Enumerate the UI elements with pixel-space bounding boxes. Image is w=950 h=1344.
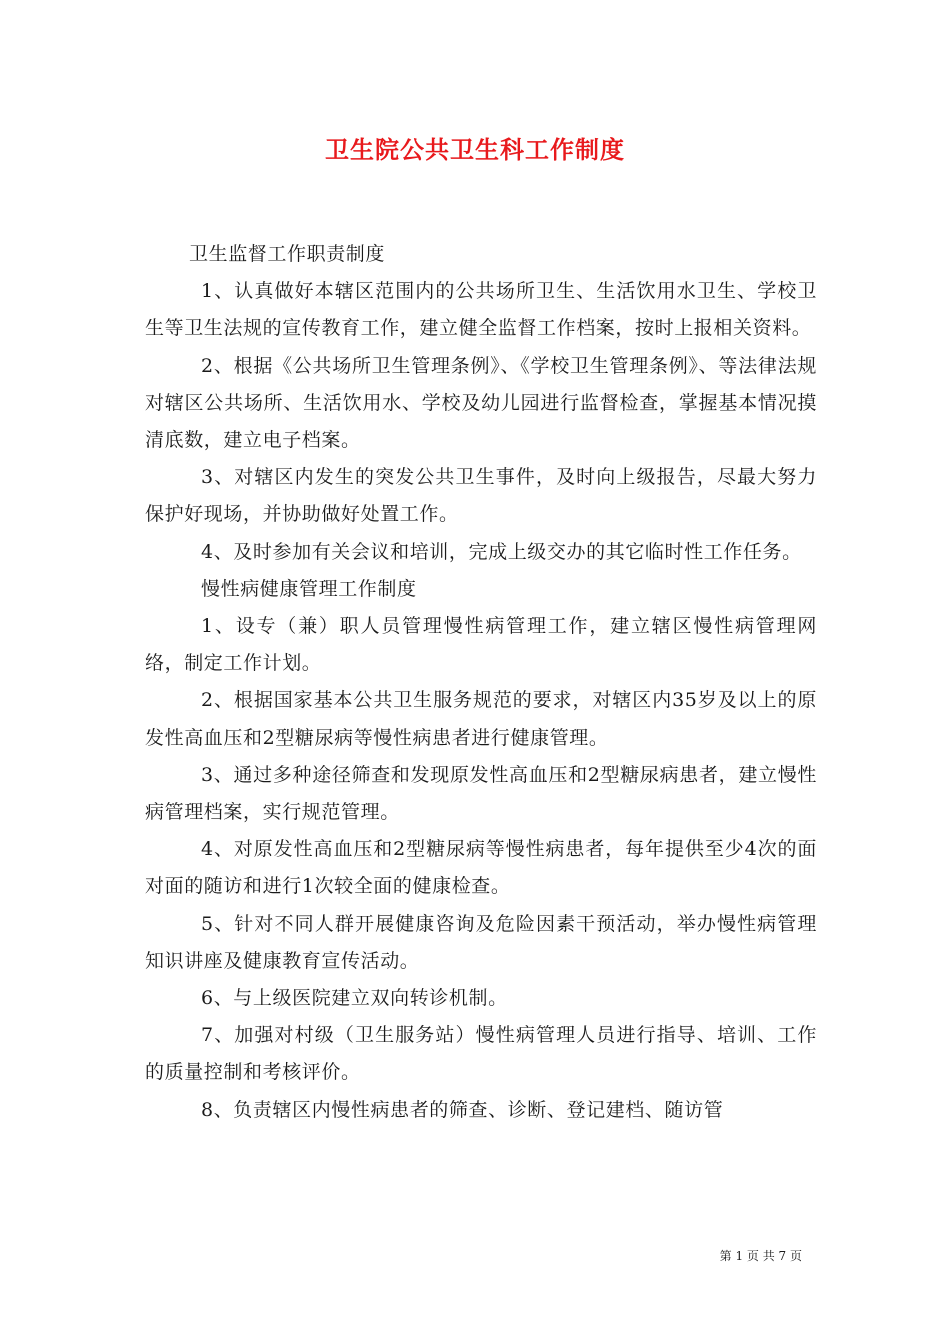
page-number: 第 1 页 共 7 页 [719,1249,802,1263]
document-title: 卫生院公共卫生科工作制度 [325,135,625,164]
section-heading-health-supervision: 卫生监督工作职责制度 [189,243,386,265]
paragraph: 3、通过多种途径筛查和发现原发性高血压和2型糖尿病患者，建立慢性病管理档案，实行规范管理。 [145,763,817,824]
paragraph: 6、与上级医院建立双向转诊机制。 [201,987,508,1010]
paragraph: 5、针对不同人群开展健康咨询及危险因素干预活动，举办慢性病管理知识讲座及健康教育宣传活动。 [145,912,817,972]
document-body [145,236,817,1129]
paragraph: 2、根据国家基本公共卫生服务规范的要求，对辖区内35岁及以上的原发性高血压和2型糖尿病等慢性病患者进行健康管理。 [145,689,817,749]
paragraph: 2、根据《公共场所卫生管理条例》、《学校卫生管理条例》、等法律法规对辖区公共场所、生活饮用水、学校及幼儿园进行监督检查，掌握基本情况摸清底数，建立电子档案。 [145,354,817,452]
section-heading-chronic-disease: 慢性病健康管理工作制度 [201,577,417,600]
paragraph: 4、及时参加有关会议和培训，完成上级交办的其它临时性工作任务。 [201,540,802,563]
paragraph: 1、认真做好本辖区范围内的公共场所卫生、生活饮用水卫生、学校卫生等卫生法规的宣传教育工作，建立健全监督工作档案，按时上报相关资料。 [145,280,817,340]
paragraph: 8、负责辖区内慢性病患者的筛查、诊断、登记建档、随访管 [201,1098,724,1121]
paragraph: 1、设专（兼）职人员管理慢性病管理工作，建立辖区慢性病管理网络，制定工作计划。 [145,615,817,675]
paragraph: 3、对辖区内发生的突发公共卫生事件，及时向上级报告，尽最大努力保护好现场，并协助做好处置工作。 [145,466,817,526]
paragraph: 7、加强对村级（卫生服务站）慢性病管理人员进行指导、培训、工作的质量控制和考核评价。 [145,1024,817,1084]
paragraph: 4、对原发性高血压和2型糖尿病等慢性病患者，每年提供至少4次的面对面的随访和进行1次较全面的健康检查。 [145,838,817,898]
